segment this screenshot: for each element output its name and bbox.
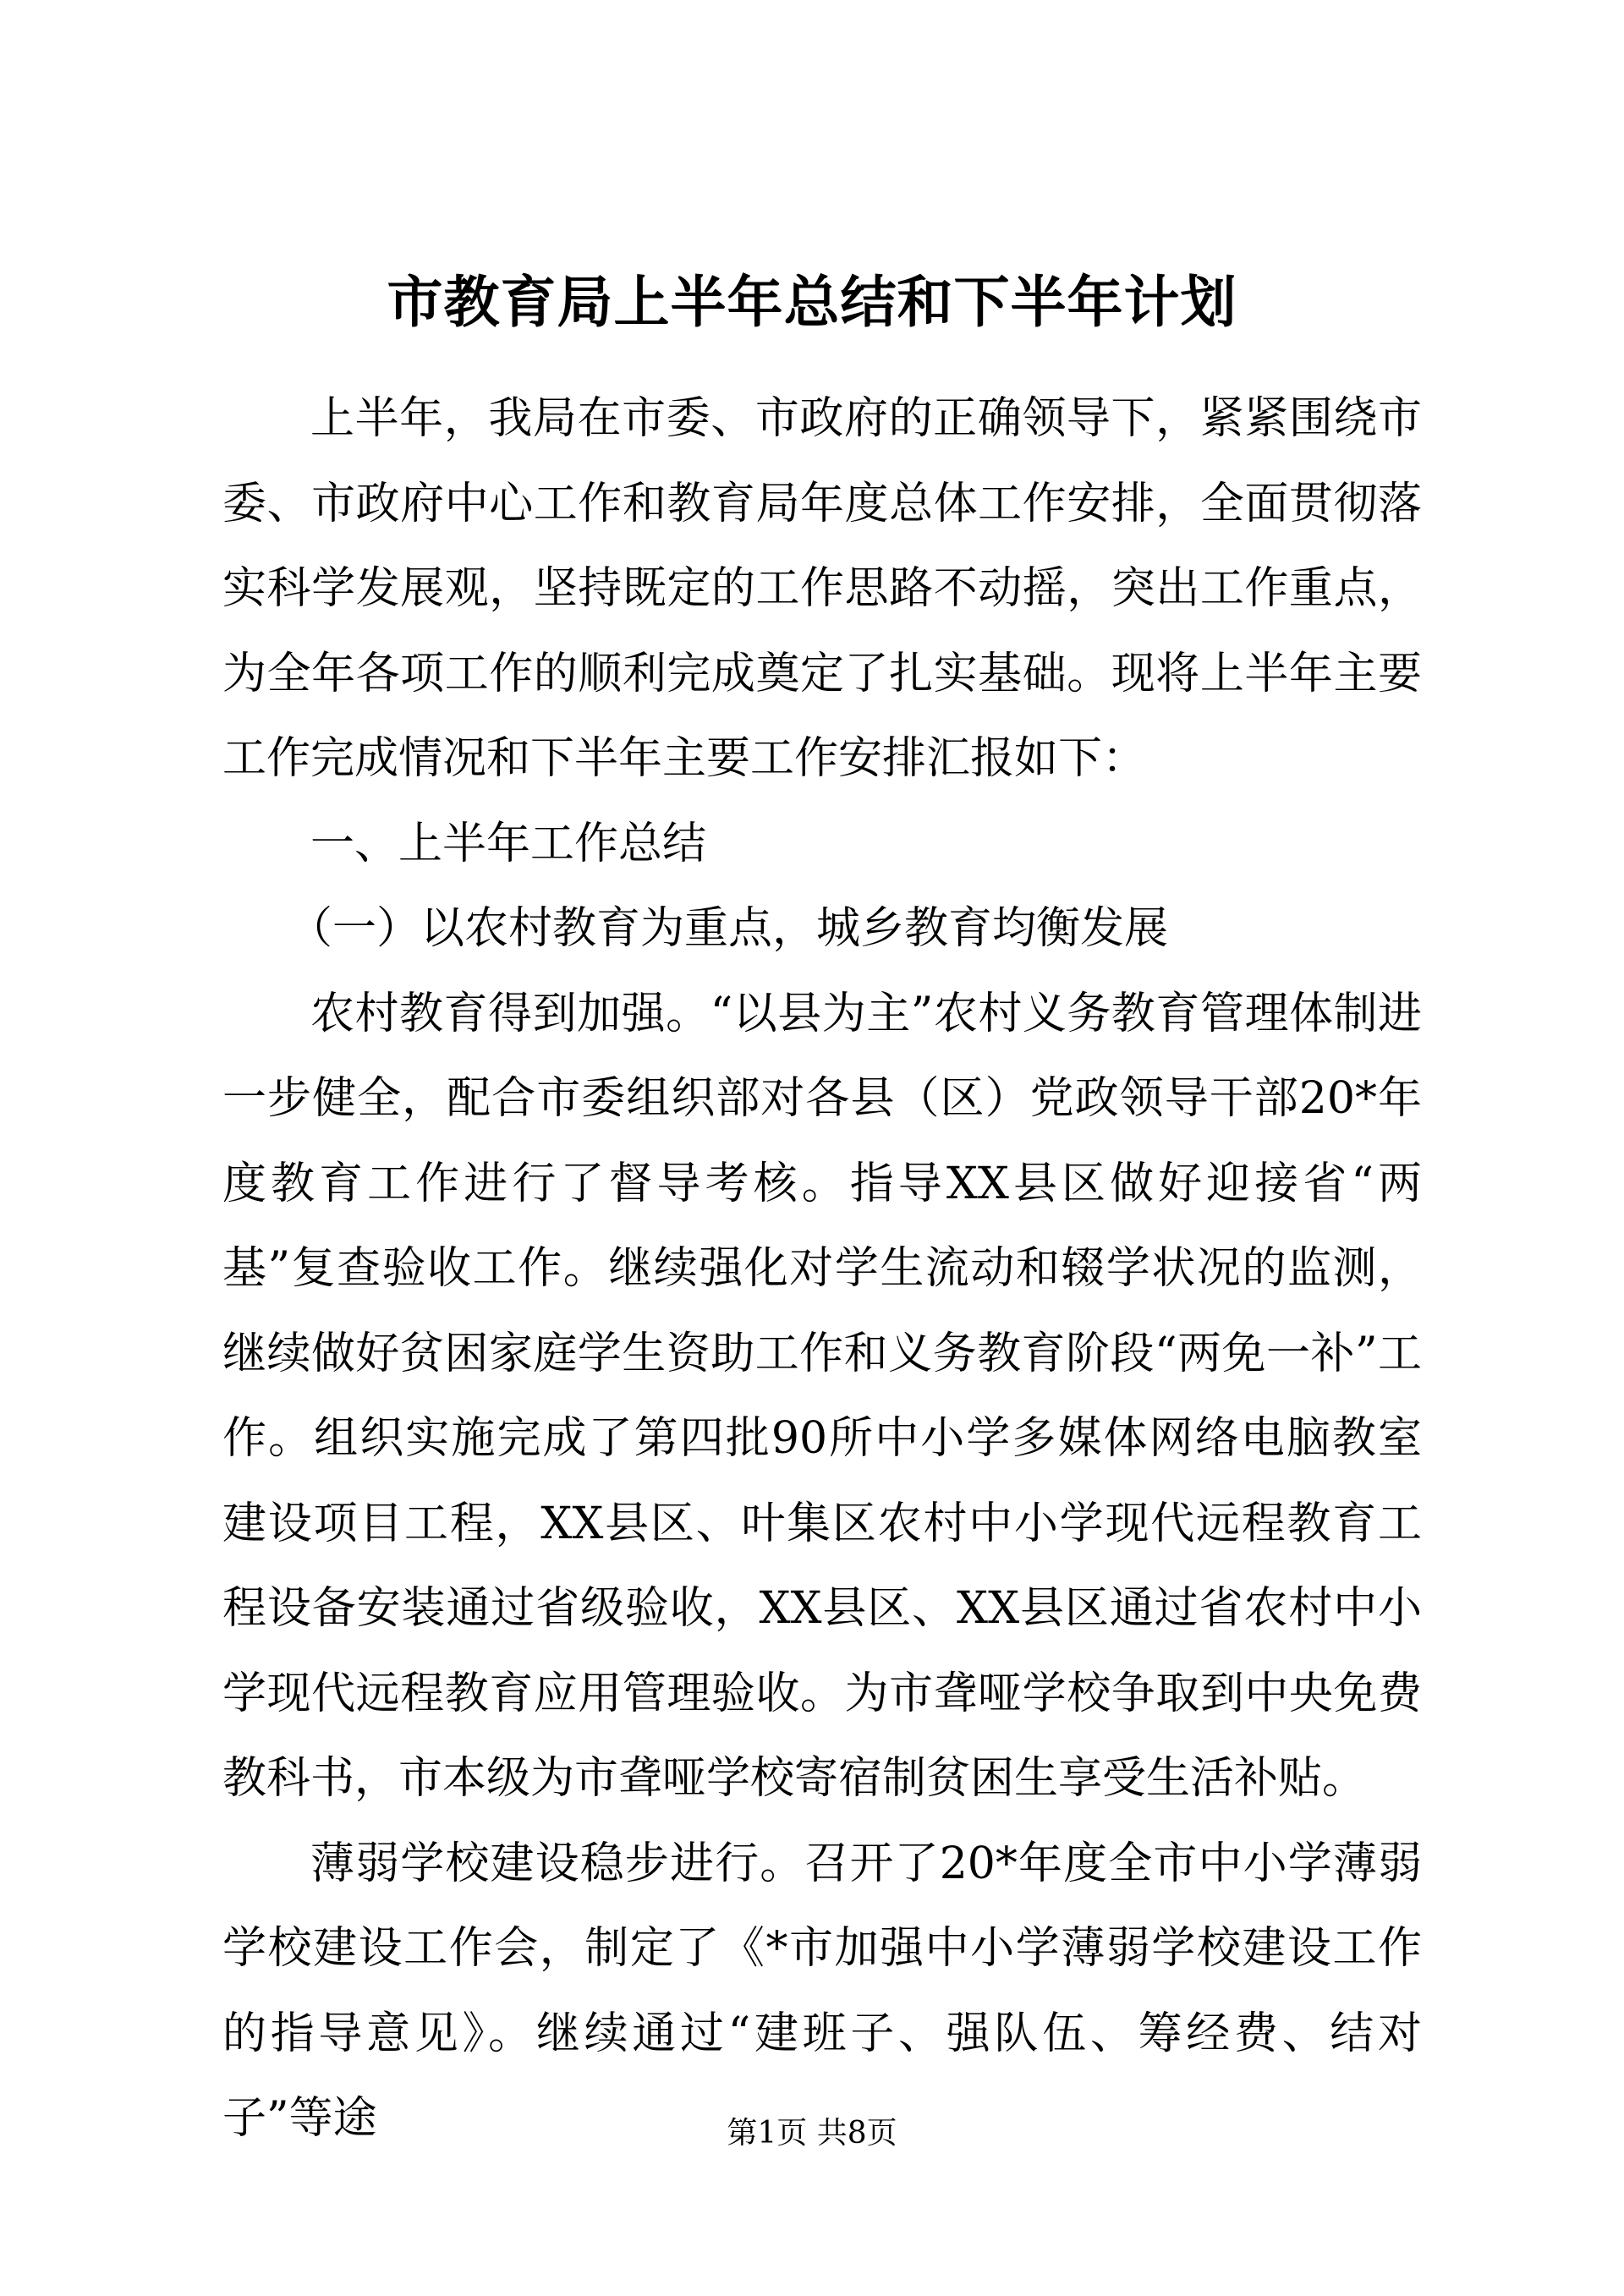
intro-paragraph: 上半年，我局在市委、市政府的正确领导下，紧紧围绕市委、市政府中心工作和教育局年度总体工作安排，全面贯彻落实科学发展观，坚持既定的工作思路不动摇，突出工作重点，为全年各项工作的顺利完成奠定了扎实基础。现将上半年主要工作完成情况和下半年主要工作安排汇报如下： bbox=[222, 393, 1422, 784]
document-title: 市教育局上半年总结和下半年计划 bbox=[387, 270, 1237, 335]
body-paragraph: 农村教育得到加强。“以县为主”农村义务教育管理体制进一步健全，配合市委组织部对各县（区）党政领导干部20*年度教育工作进行了督导考核。指导XX县区做好迎接省“两基”复查验收工作。继续强化对学生流动和辍学状况的监测，继续做好贫困家庭学生资助工作和义务教育阶段“两免一补”工作。组织实施完成了第四批90所中小学多媒体网络电脑教室建设项目工程，XX县区、叶集区农村中小学现代远程教育工程设备安装通过省级验收，XX县区、XX县区通过省农村中小学现代远程教育应用管理验收。为市聋哑学校争取到中央免费教科书，市本级为市聋哑学校寄宿制贫困生享受生活补贴。 bbox=[222, 988, 1422, 1804]
subsection-heading: （一）以农村教育为重点，城乡教育均衡发展 bbox=[288, 903, 1169, 954]
document-body bbox=[222, 376, 1422, 2162]
section-heading: 一、上半年工作总结 bbox=[310, 818, 707, 869]
page-number-footer: 第1页 共8页 bbox=[727, 2116, 897, 2151]
body-paragraph: 薄弱学校建设稳步进行。召开了20*年度全市中小学薄弱学校建设工作会，制定了《*市加强中小学薄弱学校建设工作的指导意见》。继续通过“建班子、强队伍、筹经费、结对子”等途 bbox=[222, 1838, 1422, 2144]
